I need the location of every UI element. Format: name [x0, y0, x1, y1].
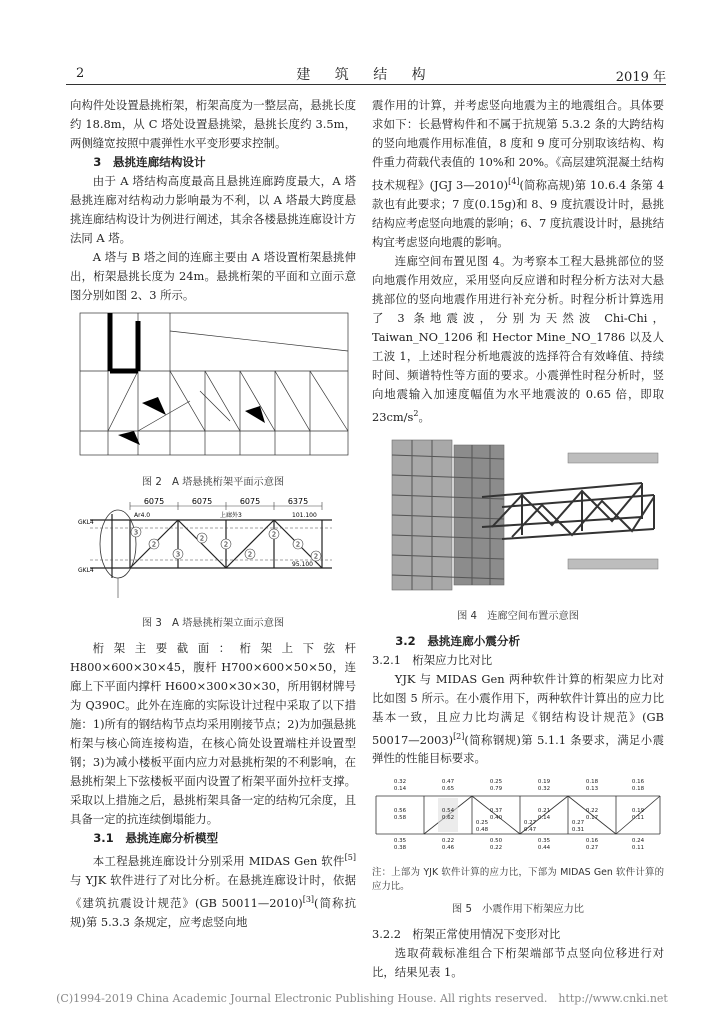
figure-5-caption: 图 5 小震作用下桁架应力比: [452, 904, 584, 916]
section-heading: 3.1 悬挑连廊分析模型: [93, 831, 219, 845]
paragraph: 本工程悬挑连廊设计分别采用 MIDAS Gen 软件[5]与 YJK 软件进行了对比分析。在悬挑连廊设计时，依据《建筑抗震设计规范》(GB 50011—2010)[3](简称抗规)第 5.3.3 条规定，应考虑竖向地: [70, 853, 356, 929]
member-tag: 2: [247, 550, 253, 559]
citation: [4]: [508, 177, 520, 186]
diagonal-stress-value: 0.11: [631, 815, 645, 822]
diagonal-stress-value: 0.37: [489, 808, 503, 815]
bottom-chord-stress-value: 0.24: [631, 838, 645, 845]
top-chord-stress-value: 0.18: [631, 786, 645, 793]
vertical-stress-value: 0.48: [475, 827, 489, 834]
figure-5-note: 注：上部为 YJK 软件计算的应力比，下部为 MIDAS Gen 软件计算的应力比。: [372, 867, 664, 893]
bottom-chord-stress-value: 0.22: [489, 845, 503, 852]
top-chord-stress-value: 0.65: [441, 786, 455, 793]
paragraph: YJK 与 MIDAS Gen 两种软件计算的桁架应力比对比如图 5 所示。在小震作用下，两种软件计算出的应力比基本一致，且应力比均满足《钢结构设计规范》(GB 50017—2003)[2](简称钢规)第 5.1.1 条要求，满足小震弹性的性能目标要求。: [372, 671, 664, 766]
top-chord-stress-value: 0.32: [393, 779, 407, 786]
diagonal-stress-value: 0.56: [393, 808, 407, 815]
diagonal-stress-value: 0.21: [537, 808, 551, 815]
member-tag: 2: [223, 540, 229, 549]
bottom-chord-stress-value: 0.22: [441, 838, 455, 845]
bottom-chord-stress-value: 0.35: [537, 838, 551, 845]
page-header: [66, 62, 666, 85]
journal-title: 建 筑 结 构: [296, 67, 436, 83]
dimension-label: 6075: [191, 498, 213, 506]
top-chord-stress-value: 0.19: [537, 779, 551, 786]
beam-label: GKL4: [78, 567, 94, 574]
figure-2-caption: 图 2 A 塔悬挑桁架平面示意图: [141, 477, 285, 488]
member-tag: 3: [133, 528, 139, 537]
section-heading: 3 悬挑连廊结构设计: [93, 155, 206, 169]
top-chord-stress-value: 0.32: [537, 786, 551, 793]
stress-ratio-diagram: [372, 776, 664, 856]
figure-3-elevation: [70, 498, 356, 633]
dimension-label: 6375: [287, 498, 309, 506]
top-chord-stress-value: 0.25: [489, 779, 503, 786]
paragraph: 由于 A 塔结构高度最高且悬挑连廊跨度最大，A 塔悬挑连廊对结构动力影响最为不利，以 A 塔最大跨度悬挑连廊结构设计为例进行阐述，其余各楼悬挑连廊设计方法同 A 塔。: [70, 174, 356, 245]
bottom-chord-stress-value: 0.44: [537, 845, 551, 852]
vertical-stress-value: 0.25: [475, 820, 489, 827]
vertical-stress-value: 0.27: [523, 820, 537, 827]
subsection-heading: 3.2.2 桁架正常使用情况下变形对比: [372, 927, 561, 942]
figure-3-caption: 图 3 A 塔悬挑桁架立面示意图: [141, 618, 285, 629]
top-chord-stress-value: 0.13: [585, 786, 599, 793]
citation: [2]: [453, 731, 465, 741]
bottom-chord-stress-value: 0.38: [393, 845, 407, 852]
page-number: 2: [76, 66, 85, 81]
top-chord-stress-value: 0.47: [441, 779, 455, 786]
axis-label: Ar4.0: [134, 512, 151, 519]
bottom-chord-stress-value: 0.27: [585, 845, 599, 852]
member-tag: 2: [295, 540, 301, 549]
vertical-stress-value: 0.47: [523, 827, 537, 834]
member-tag: 2: [199, 534, 205, 543]
top-chord-stress-value: 0.16: [631, 779, 645, 786]
paragraph: 连廊空间布置见图 4。为考察本工程大悬挑部位的竖向地震作用效应，采用竖向反应谱和时程分析方法对大悬挑部位的竖向地震作用进行补充分析。时程分析计算选用了 3 条地震波，分别为天然波 Chi-Chi，Taiwan_NO_1206 和 Hector Mine_NO_1786 以及人工波 1，上述时程分析地震波的选择符合有效峰值、持续时间、频谱特性等方面的要求。小震弹性时程分析时，竖向地震输入加速度幅值为水平地震波的 0.65 倍，即取 $23cm/s^2$。: [372, 253, 664, 424]
subsection-heading: 3.2.1 桁架应力比对比: [372, 652, 493, 667]
paragraph: 桁架主要截面：桁架上下弦杆 H800×600×30×45，腹杆 H700×600×50×50，连廊上下平面内撑杆 H600×300×30×30，所用钢材牌号为 Q390C。此外在连廊的实际设计过程中采取了以下措施：1)所有的钢结构节点均采用刚接节点；2)为加强悬挑桁架与核心筒连接构造，在核心筒处设置端柱并设置型钢；3)为减小楼板平面内应力对悬挑桁架的不利影响，在悬挑桁架上下弦楼板平面内设置了桁架平面外拉杆支撑。采取以上措施之后，悬挑桁架具备一定的结构冗余度，且具备一定的抗连续倒塌能力。: [70, 641, 356, 826]
figure-2-plan: [70, 311, 356, 492]
top-chord-stress-value: 0.18: [585, 779, 599, 786]
bottom-chord-stress-value: 0.16: [585, 838, 599, 845]
paragraph: 震作用的计算，并考虑竖向地震为主的地震组合。具体要求如下：长悬臂构件和不属于抗规第 5.3.2 条的大跨结构的竖向地震作用标准值，8 度和 9 度可分别取该结构、构件重力荷载代表值的 10%和 20%。《高层建筑混凝土结构技术规程》(JGJ 3—2010)[4](简称高规)第 10.6.4 条第 4 款也有此要求；7 度(0.15g)和 8、9 度抗震设计时，悬挑结构应考虑竖向地震的影响；6、7 度抗震设计时，悬挑结构宜考虑竖向地震的影响。: [372, 98, 664, 249]
dimension-label: 6075: [143, 498, 165, 506]
figure-5-stress-ratio: [372, 776, 664, 919]
diagonal-stress-value: 0.58: [393, 815, 407, 822]
bottom-chord-stress-value: 0.11: [631, 845, 645, 852]
elevation-drawing: [70, 498, 356, 602]
section-heading: 3.2 悬挑连廊小震分析: [395, 633, 521, 648]
bottom-chord-stress-value: 0.35: [393, 838, 407, 845]
diagonal-stress-value: 0.14: [537, 815, 551, 822]
diagonal-stress-value: 0.54: [441, 808, 455, 815]
member-tag: 2: [151, 540, 157, 549]
elevation-label: 95.100: [292, 561, 313, 568]
copyright-footer: (C)1994-2019 China Academic Journal Electronic Publishing House. All rights reserved. http://www.cnki.net: [56, 992, 668, 1005]
bottom-chord-stress-value: 0.50: [489, 838, 503, 845]
paragraph: 向构件处设置悬挑桁架，桁架高度为一整层高，悬挑长度约 18.8m，从 C 塔处设置悬挑梁，悬挑长度约 3.5m，两侧缝宽按照中震弹性水平变形要求控制。: [70, 98, 356, 150]
member-tag: 3: [175, 550, 181, 559]
vertical-stress-value: 0.31: [571, 827, 585, 834]
citation: [5]: [344, 853, 356, 862]
top-chord-stress-value: 0.14: [393, 786, 407, 793]
plan-drawing: [70, 311, 356, 461]
member-tag: 2: [313, 552, 319, 561]
diagonal-stress-value: 0.22: [585, 808, 599, 815]
paragraph: 选取荷载标准组合下桁架端部节点竖向位移进行对比，结果见表 1。: [372, 946, 664, 980]
right-column: [372, 96, 664, 982]
citation: [3]: [302, 894, 315, 904]
bottom-chord-stress-value: 0.46: [441, 845, 455, 852]
top-chord-stress-value: 0.79: [489, 786, 503, 793]
paragraph: A 塔与 B 塔之间的连廊主要由 A 塔设置桁架悬挑伸出，桁架悬挑长度为 24m。悬挑桁架的平面和立面示意图分别如图 2、3 所示。: [70, 250, 356, 302]
journal-year: 2019 年: [615, 70, 666, 85]
beam-label: GKL4: [78, 519, 94, 526]
diagonal-stress-value: 0.40: [489, 815, 503, 822]
elevation-label: 101.100: [292, 512, 317, 519]
diagonal-stress-value: 0.17: [585, 815, 599, 822]
figure-4-3d-model: [372, 435, 664, 626]
beam-label: 上廊外3: [220, 512, 242, 519]
left-column: [70, 96, 356, 932]
dimension-label: 6075: [239, 498, 261, 506]
diagonal-stress-value: 0.19: [631, 808, 645, 815]
member-tag: 2: [271, 530, 277, 539]
diagonal-stress-value: 0.62: [441, 815, 455, 822]
figure-4-caption: 图 4 连廊空间布置示意图: [457, 610, 579, 622]
vertical-stress-value: 0.27: [571, 820, 585, 827]
model-render: [372, 435, 664, 595]
